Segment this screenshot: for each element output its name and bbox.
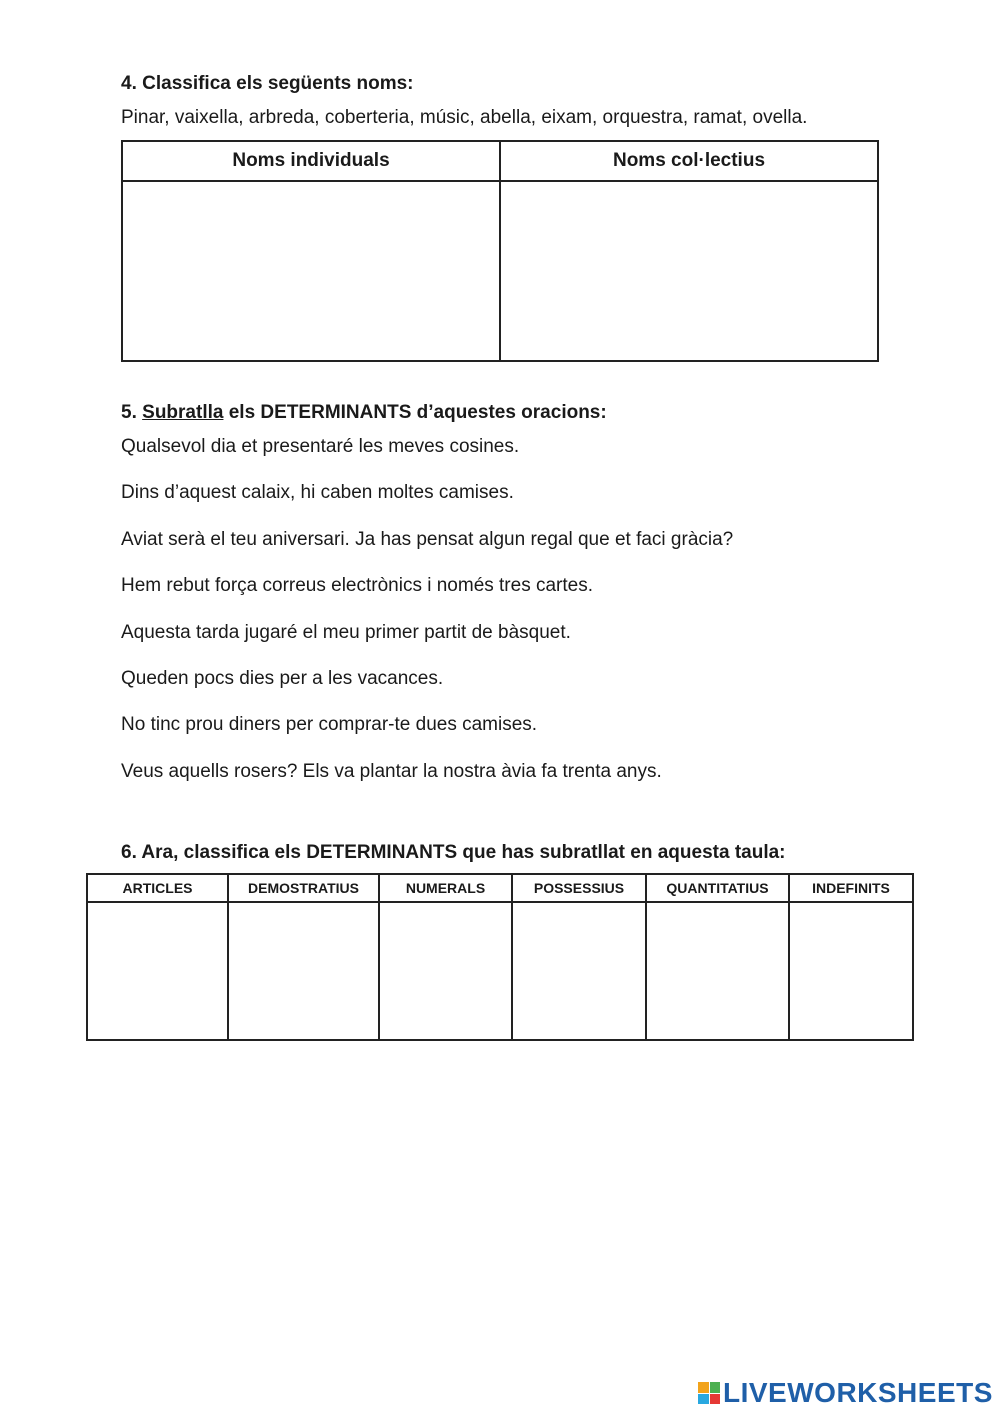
header-demonstratives: DEMOSTRATIUS: [228, 874, 379, 902]
answer-row: [87, 902, 913, 1040]
determiners-table: [86, 873, 914, 1041]
exercise-5-heading-rest: els DETERMINANTS d’aquestes oracions:: [228, 402, 607, 423]
exercise-4-word-list: Pinar, vaixella, arbreda, coberteria, músic, abella, eixam, orquestra, ramat, ovella.: [121, 107, 808, 128]
exercise-5-number: 5.: [121, 402, 137, 423]
liveworksheets-logo: [698, 1378, 993, 1408]
header-articles: ARTICLES: [87, 874, 228, 902]
logo-mark-square: [710, 1382, 721, 1393]
logo-mark-square: [698, 1382, 709, 1393]
answer-cell-possessives[interactable]: [512, 902, 646, 1040]
header-quantifiers: QUANTITATIUS: [646, 874, 789, 902]
logo-mark-square: [698, 1394, 709, 1405]
sentence: Queden pocs dies per a les vacances.: [121, 668, 444, 689]
sentence: Hem rebut força correus electrònics i només tres cartes.: [121, 575, 594, 596]
answer-cell-demonstratives[interactable]: [228, 902, 379, 1040]
answer-cell-quantifiers[interactable]: [646, 902, 789, 1040]
sentence: Qualsevol dia et presentaré les meves cosines.: [121, 436, 520, 457]
answer-row: [122, 181, 878, 361]
answer-cell-collective[interactable]: [500, 181, 878, 361]
sentence: Aviat serà el teu aniversari. Ja has pensat algun regal que et faci gràcia?: [121, 529, 734, 550]
exercise-6-heading: 6. Ara, classifica els DETERMINANTS que has subratllat en aquesta taula:: [121, 842, 786, 863]
header-possessives: POSSESSIUS: [512, 874, 646, 902]
header-indefinites: INDEFINITS: [789, 874, 913, 902]
header-collective-nouns: Noms col·lectius: [500, 141, 878, 181]
answer-cell-individual[interactable]: [122, 181, 500, 361]
noun-classification-table: [121, 140, 879, 362]
header-individual-nouns: Noms individuals: [122, 141, 500, 181]
exercise-4-heading: 4. Classifica els següents noms:: [121, 73, 414, 94]
logo-text: LIVEWORKSHEETS: [723, 1377, 993, 1408]
answer-cell-articles[interactable]: [87, 902, 228, 1040]
table-header-row: [122, 141, 878, 181]
sentence: Veus aquells rosers? Els va plantar la nostra àvia fa trenta anys.: [121, 761, 662, 782]
logo-mark-icon: [698, 1382, 720, 1404]
header-numerals: NUMERALS: [379, 874, 512, 902]
sentence: Aquesta tarda jugaré el meu primer partit de bàsquet.: [121, 622, 571, 643]
answer-cell-numerals[interactable]: [379, 902, 512, 1040]
exercise-5-heading: [121, 402, 607, 424]
exercise-5-underlined-verb: Subratlla: [142, 402, 224, 423]
table-header-row: [87, 874, 913, 902]
answer-cell-indefinites[interactable]: [789, 902, 913, 1040]
logo-mark-square: [710, 1394, 721, 1405]
sentence: No tinc prou diners per comprar-te dues camises.: [121, 714, 538, 735]
sentence: Dins d’aquest calaix, hi caben moltes camises.: [121, 482, 514, 503]
